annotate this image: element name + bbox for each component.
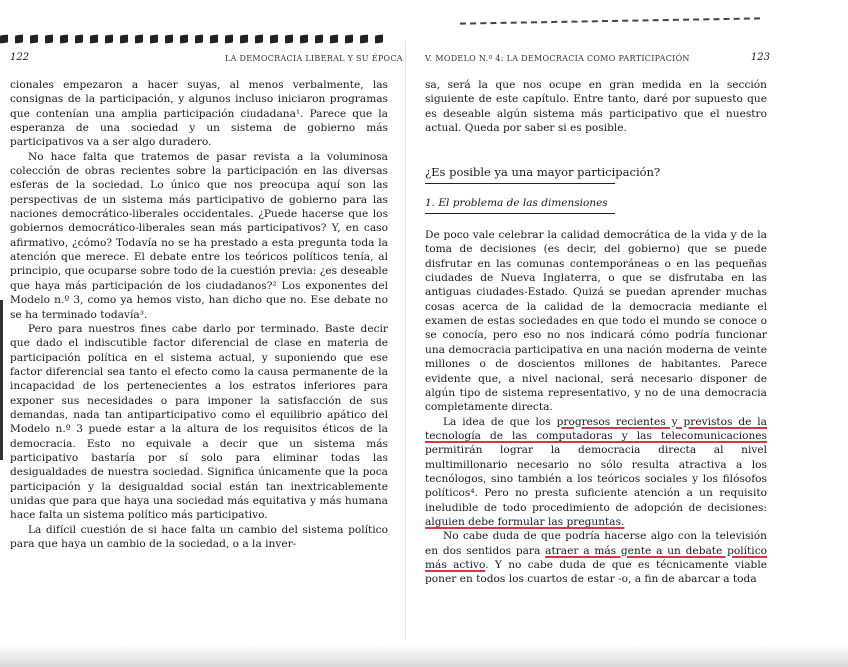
section-title: ¿Es posible ya una mayor participación? bbox=[425, 165, 615, 183]
right-running-head: V. MODELO N.º 4: LA DEMOCRACIA COMO PARTICIPACIÓN bbox=[425, 54, 690, 63]
highlighted-phrase: alguien debe formular las preguntas. bbox=[425, 515, 625, 528]
left-paragraph: Pero para nuestros fines cabe darlo por terminado. Baste decir que dado el indiscutible factor diferencial de clase en materia de participación política en el sistema actual, y suponiendo que ese factor diferencial sea tanto el efecto como la causa permanente de la incapacidad de los pertenecientes a los estratos inferiores para exponer sus necesidades o para imponer la satisfacción de sus demandas, nada tan antiparticipativo como el equilibrio apático del Modelo n.º 3 puede estar a la altura de los requisitos éticos de la democracia. Esto no equivale a decir que un sistema más participativo bastaría por sí solo para eliminar todas las desigualdades de nuestra sociedad. Significa únicamente que la poca participación y la desigualdad social están tan inextricablemente unidas que para que haya una sociedad más equitativa y más humana hace falta un sistema político más participativo. bbox=[10, 322, 388, 522]
right-intro-paragraph: sa, será la que nos ocupe en gran medida en la sección siguiente de este capítulo. Entre tanto, daré por supuesto que es deseable algún sistema más participativo que el nuestro actual. Queda por saber si es posible. bbox=[425, 79, 767, 135]
subsection-title: 1. El problema de las dimensiones bbox=[425, 196, 615, 214]
scan-binding-marks bbox=[0, 28, 420, 42]
right-body bbox=[425, 78, 767, 587]
highlighted-phrase: progresos recientes y previstos de la tecnología de las computadoras y las telecomunicaciones bbox=[425, 415, 767, 442]
left-running-head: LA DEMOCRACIA LIBERAL Y SU ÉPOCA bbox=[225, 54, 403, 63]
scan-bottom-shadow bbox=[0, 645, 848, 667]
left-paragraph: No hace falta que tratemos de pasar revista a la voluminosa colección de obras recientes sobre la participación en las diversas esferas de la sociedad. Lo único que nos preocupa aquí son las perspectivas de un sistema más participativo de gobierno para las naciones democrático-liberales occidentales. ¿Puede hacerse que los gobiernos democrático-liberales sean más participativos? Y, en caso afirmativo, ¿cómo? Todavía no se ha prestado a esta pregunta toda la atención que merece. El debate entre los teóricos políticos tenía, al principio, que ocuparse sobre todo de la cuestión previa: ¿es deseable que haya más participación de los ciudadanos?² Los exponentes del Modelo n.º 3, como ya hemos visto, han dicho que no. Ese debate no se ha terminado todavía³. bbox=[10, 150, 388, 321]
right-page bbox=[425, 46, 770, 646]
page-gutter bbox=[405, 40, 406, 640]
highlighted-phrase: atraer a más gente a un debate político más activo bbox=[425, 544, 768, 571]
right-page-number: 123 bbox=[750, 52, 770, 63]
scan-edge-mark bbox=[0, 300, 3, 460]
left-page bbox=[10, 46, 403, 646]
right-paragraph: De poco vale celebrar la calidad democrática de la vida y de la toma de decisiones (es decir, del gobierno) que se puede disfrutar en las comunas contemporáneas o en las pequeñas ciudades de Nueva Inglaterra, o que se disfrutaba en las antiguas ciudades-Estado. Quizá se puedan aprender muchas cosas acerca de la calidad de la democracia mediante el examen de estas sociedades en que todo el mundo se conoce o se conocía, pero eso no nos indicará cómo podría funcionar una democracia participativa en una nación moderna de veinte millones o de doscientos millones de habitantes. Parece evidente que, a nivel nacional, será necesario disponer de algún tipo de sistema representativo, y no de una democracia completamente directa. bbox=[425, 229, 767, 414]
left-page-number: 122 bbox=[10, 52, 30, 63]
left-paragraph: La difícil cuestión de si hace falta un cambio del sistema político para que haya un cambio de la sociedad, o a la inver- bbox=[10, 523, 388, 550]
left-body bbox=[10, 78, 388, 551]
scan-dash-line bbox=[460, 17, 760, 24]
right-paragraph-highlighted: La idea de que los progresos recientes y previstos de la tecnología de las computadoras y las telecomunicaciones permitirán lograr la democracia directa al nivel multimillonario necesario no sólo resulta atractiva a los tecnólogos, sino también a los teóricos sociales y los filósofos políticos⁴. Pero no presta suficiente atención a un requisito ineludible de todo procedimiento de adopción de decisiones: alguien debe formular las preguntas. bbox=[425, 415, 767, 528]
left-paragraph: cionales empezaron a hacer suyas, al menos verbalmente, las consignas de la participación, y algunos incluso iniciaron programas que contenían una amplia participación ciudadana¹. Parece que la esperanza de una sociedad y un sistema de gobierno más participativos va a ser algo duradero. bbox=[10, 79, 388, 149]
right-paragraph-highlighted: No cabe duda de que podría hacerse algo con la televisión en dos sentidos para atraer a más gente a un debate político más activo. Y no cabe duda de que es técnicamente viable poner en todos los cuartos de estar -o, a fin de abarcar a toda bbox=[425, 530, 768, 586]
